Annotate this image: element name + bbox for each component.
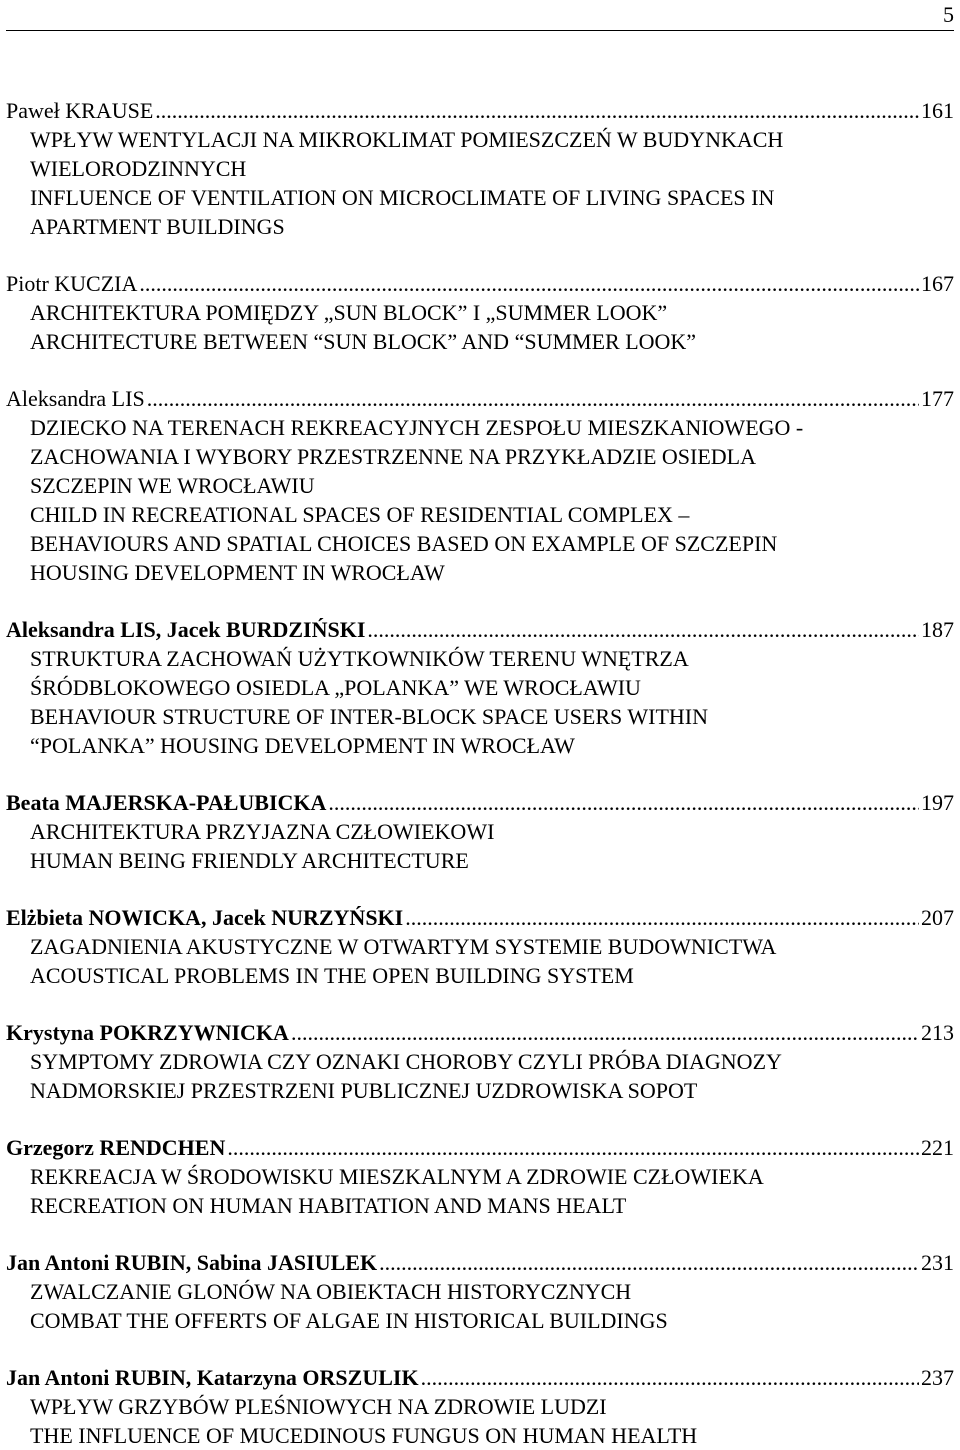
entry-authors: Elżbieta NOWICKA, Jacek NURZYŃSKI [6,905,404,930]
entry-title-line: STRUKTURA ZACHOWAŃ UŻYTKOWNIKÓW TERENU WNĘTRZA [30,646,689,671]
entry-title-line: ARCHITEKTURA POMIĘDZY „SUN BLOCK” I „SUMMER LOOK” [30,300,668,325]
toc-entry [6,615,954,760]
entry-title-line: NADMORSKIEJ PRZESTRZENI PUBLICZNEJ UZDROWISKA SOPOT [30,1078,698,1103]
table-of-contents [6,96,954,1450]
dot-leader [379,1248,919,1277]
entry-page-number: 167 [921,271,954,296]
toc-entry-heading[interactable] [6,384,954,413]
entry-page-number: 177 [921,386,954,411]
entry-title-line: HOUSING DEVELOPMENT IN WROCŁAW [30,560,445,585]
entry-title-line: BEHAVIOUR STRUCTURE OF INTER-BLOCK SPACE USERS WITHIN [30,704,708,729]
entry-authors: Aleksandra LIS, Jacek BURDZIŃSKI [6,617,366,642]
entry-title-line: CHILD IN RECREATIONAL SPACES OF RESIDENTIAL COMPLEX – [30,502,690,527]
toc-entry [6,269,954,356]
entry-title-line: REKREACJA W ŚRODOWISKU MIESZKALNYM A ZDROWIE CZŁOWIEKA [30,1164,764,1189]
toc-entry [6,384,954,587]
entry-title-line: ŚRÓDBLOKOWEGO OSIEDLA „POLANKA” WE WROCŁAWIU [30,675,641,700]
toc-entry-heading[interactable] [6,903,954,932]
entry-title-line: WPŁYW GRZYBÓW PLEŚNIOWYCH NA ZDROWIE LUDZI [30,1394,607,1419]
entry-title-line: SYMPTOMY ZDROWIA CZY OZNAKI CHOROBY CZYLI PRÓBA DIAGNOZY [30,1049,782,1074]
toc-entry [6,1133,954,1220]
entry-title-line: ZWALCZANIE GLONÓW NA OBIEKTACH HISTORYCZNYCH [30,1279,632,1304]
toc-entry-heading[interactable] [6,1018,954,1047]
toc-entry-heading[interactable] [6,1248,954,1277]
toc-entry-heading[interactable] [6,1363,954,1392]
entry-authors: Beata MAJERSKA-PAŁUBICKA [6,790,327,815]
dot-leader [405,903,919,932]
entry-page-number: 237 [921,1365,954,1390]
toc-entry [6,788,954,875]
toc-entry [6,1248,954,1335]
entry-title-line: WPŁYW WENTYLACJI NA MIKROKLIMAT POMIESZCZEŃ W BUDYNKACH [30,127,784,152]
toc-entry [6,903,954,990]
entry-title-line: SZCZEPIN WE WROCŁAWIU [30,473,315,498]
header-rule [6,30,954,31]
toc-entry [6,1363,954,1450]
toc-entry-heading[interactable] [6,788,954,817]
entry-title-line: COMBAT THE OFFERTS OF ALGAE IN HISTORICAL BUILDINGS [30,1308,668,1333]
toc-entry-heading[interactable] [6,269,954,298]
entry-page-number: 207 [921,905,954,930]
entry-authors: Jan Antoni RUBIN, Katarzyna ORSZULIK [6,1365,419,1390]
entry-page-number: 187 [921,617,954,642]
dot-leader [421,1363,919,1392]
entry-title-line: THE INFLUENCE OF MUCEDINOUS FUNGUS ON HUMAN HEALTH [30,1423,698,1448]
dot-leader [227,1133,919,1162]
entry-authors: Aleksandra LIS [6,386,145,411]
entry-authors: Paweł KRAUSE [6,98,154,123]
entry-title-line: INFLUENCE OF VENTILATION ON MICROCLIMATE OF LIVING SPACES IN [30,185,775,210]
dot-leader [367,615,919,644]
entry-title-line: DZIECKO NA TERENACH REKREACYJNYCH ZESPOŁU MIESZKANIOWEGO - [30,415,804,440]
toc-entry [6,96,954,241]
entry-page-number: 231 [921,1250,954,1275]
entry-title-line: WIELORODZINNYCH [30,156,247,181]
entry-authors: Jan Antoni RUBIN, Sabina JASIULEK [6,1250,378,1275]
entry-title-line: “POLANKA” HOUSING DEVELOPMENT IN WROCŁAW [30,733,575,758]
toc-entry-heading[interactable] [6,1133,954,1162]
toc-entry-heading[interactable] [6,96,954,125]
dot-leader [291,1018,919,1047]
entry-authors: Piotr KUCZIA [6,271,138,296]
dot-leader [147,384,919,413]
entry-title-line: ARCHITEKTURA PRZYJAZNA CZŁOWIEKOWI [30,819,495,844]
toc-entry-heading[interactable] [6,615,954,644]
entry-page-number: 197 [921,790,954,815]
entry-page-number: 161 [921,98,954,123]
entry-title-line: BEHAVIOURS AND SPATIAL CHOICES BASED ON EXAMPLE OF SZCZEPIN [30,531,778,556]
entry-authors: Grzegorz RENDCHEN [6,1135,226,1160]
entry-title-line: APARTMENT BUILDINGS [30,214,285,239]
dot-leader [139,269,919,298]
toc-entry [6,1018,954,1105]
entry-title-line: ZAGADNIENIA AKUSTYCZNE W OTWARTYM SYSTEMIE BUDOWNICTWA [30,934,777,959]
dot-leader [155,96,919,125]
entry-authors: Krystyna POKRZYWNICKA [6,1020,289,1045]
entry-title-line: ZACHOWANIA I WYBORY PRZESTRZENNE NA PRZYKŁADZIE OSIEDLA [30,444,756,469]
entry-title-line: ACOUSTICAL PROBLEMS IN THE OPEN BUILDING SYSTEM [30,963,634,988]
entry-page-number: 221 [921,1135,954,1160]
page-number: 5 [943,2,954,27]
entry-page-number: 213 [921,1020,954,1045]
entry-title-line: ARCHITECTURE BETWEEN “SUN BLOCK” AND “SUMMER LOOK” [30,329,697,354]
entry-title-line: RECREATION ON HUMAN HABITATION AND MANS HEALT [30,1193,627,1218]
dot-leader [328,788,919,817]
entry-title-line: HUMAN BEING FRIENDLY ARCHITECTURE [30,848,469,873]
